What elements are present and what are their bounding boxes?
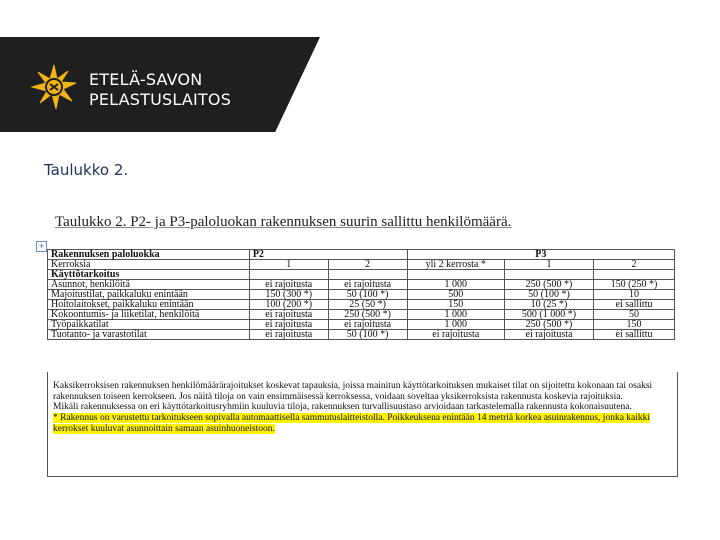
cell: 1 000 [407,310,504,320]
cell: 1 000 [407,320,504,330]
cell: ei rajoitusta [249,320,328,330]
org-name-line2: PELASTUSLAITOS [89,90,232,109]
row-label: Hoitolaitokset, paikkaluku enintään [48,300,250,310]
cell: ei sallittu [594,330,675,340]
org-name-line1: ETELÄ-SAVON [89,70,203,89]
cell: 2 [328,260,407,270]
cell: 50 (100 *) [328,330,407,340]
star-emblem-icon [30,63,78,111]
cell: yli 2 kerrosta * [407,260,504,270]
table-row [48,300,675,310]
cell: 25 (50 *) [328,300,407,310]
row-label: Asunnot, henkilöitä [48,280,250,290]
cell: ei rajoitusta [328,280,407,290]
table-row [48,330,675,340]
cell: ei rajoitusta [407,330,504,340]
row-label: Työpaikkatilat [48,320,250,330]
section-row [48,270,675,280]
table-row [48,280,675,290]
floors-row [48,260,675,270]
cell: 50 (100 *) [504,290,593,300]
note-highlighted [53,413,673,434]
cell: 250 (500 *) [504,280,593,290]
cell: ei rajoitusta [249,330,328,340]
cell: 150 (300 *) [249,290,328,300]
table-row [48,310,675,320]
organization-name [89,70,231,110]
cell: 1 [249,260,328,270]
occupancy-table [47,249,675,340]
cell: 50 [594,310,675,320]
cell: 10 [594,290,675,300]
cell: 2 [594,260,675,270]
table-header-row [48,250,675,260]
slide-title: Taulukko 2. [44,161,129,179]
cell: 50 (100 *) [328,290,407,300]
cell: 250 (500 *) [328,310,407,320]
row-label: Majoitustilat, paikkaluku enintään [48,290,250,300]
header-p2: P2 [249,250,407,260]
cell: ei sallittu [594,300,675,310]
cell: 150 [594,320,675,330]
cell: 1 [504,260,593,270]
cell: 100 (200 *) [249,300,328,310]
header-p3: P3 [407,250,674,260]
cell: 1 000 [407,280,504,290]
cell: 250 (500 *) [504,320,593,330]
cell: ei rajoitusta [249,280,328,290]
table-row [48,290,675,300]
table-notes [53,381,673,435]
cell: 150 [407,300,504,310]
table-move-handle-icon: + [36,241,47,252]
header-building-class: Rakennuksen paloluokka [48,250,250,260]
cell: 10 (25 *) [504,300,593,310]
section-label: Käyttötarkoitus [48,270,250,280]
document-title: Taulukko 2. P2- ja P3-paloluokan rakennuksen suurin sallittu henkilömäärä. [55,214,512,230]
cell: ei rajoitusta [328,320,407,330]
note-paragraph: Kaksikerroksisen rakennuksen henkilömäärärajoitukset koskevat tapauksia, joissa mainitun käyttötarkoituksen mukaiset tilat on sijoitettu kokonaan tai osaksi rakennuksen toiseen kerrokseen. Jos näitä tiloja on vain ensimmäisessä kerroksessa, voidaan soveltaa yksikerroksista rakennusta koskevia rajoituksia. [53,381,653,402]
note-paragraph: Mikäli rakennuksessa on eri käyttötarkoitusryhmiin kuuluvia tiloja, rakennuksen turvallisuustaso arvioidaan tarkastelemalla rakennusta kokonaisuutena. [53,402,632,413]
row-label: Kokoontumis- ja liiketilat, henkilöitä [48,310,250,320]
highlighted-text: * Rakennus on varustettu tarkoitukseen sopivalla automaattisella sammutuslaitteistolla. Poikkeuksena enintään 14 metriä korkea asuinrakennus, jonka kaikki kerrokset kuuluvat asunnoittain samaan asuinhuoneistoon. [53,413,651,434]
floors-label: Kerroksia [48,260,250,270]
cell: 500 [407,290,504,300]
cell: 500 (1 000 *) [504,310,593,320]
cell: ei rajoitusta [249,310,328,320]
cell: ei rajoitusta [504,330,593,340]
row-label: Tuotanto- ja varastotilat [48,330,250,340]
table-row [48,320,675,330]
cell: 150 (250 *) [594,280,675,290]
